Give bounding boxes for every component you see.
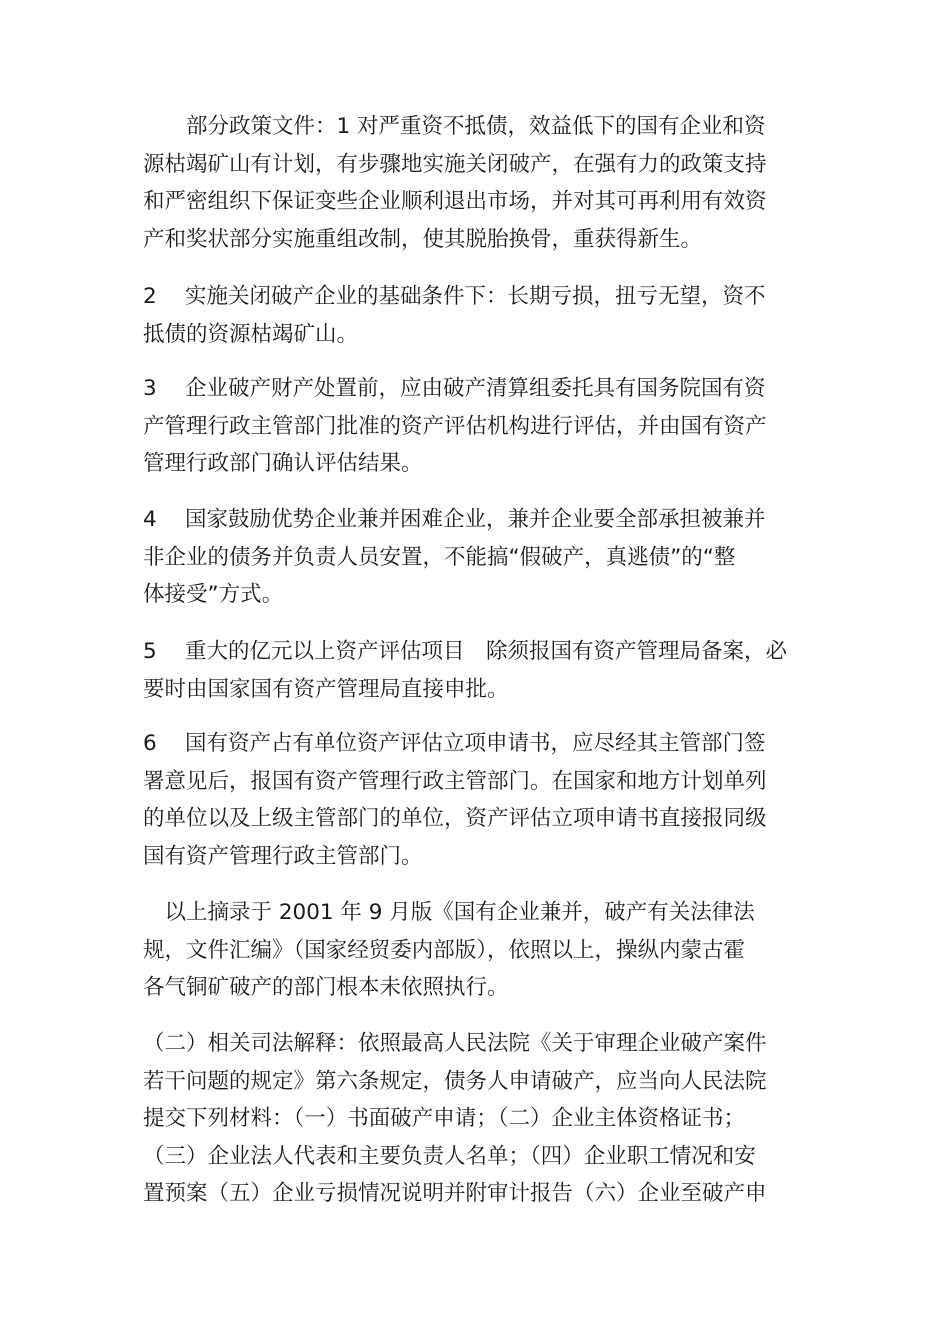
text-line: 国有资产管理行政主管部门。	[143, 843, 423, 869]
text-line: （三）企业法人代表和主要负责人名单；（四）企业职工情况和安	[143, 1143, 756, 1169]
paragraph-policy-intro	[143, 108, 813, 258]
text-line: 产管理行政主管部门批准的资产评估机构进行评估，并由国有资产	[143, 413, 767, 439]
paragraph-item-4	[143, 501, 813, 614]
text-line: 体接受”方式。	[143, 582, 284, 607]
text-line: 规，文件汇编》（国家经贸委内部版），依照以上，操纵内蒙古霍	[143, 937, 746, 963]
paragraph-item-2	[143, 278, 813, 353]
paragraph-item-6	[143, 725, 813, 875]
text-line: 源枯竭矿山有计划，有步骤地实施关闭破产，在强有力的政策支持	[143, 151, 767, 177]
paragraph-excerpt-note	[143, 894, 813, 1007]
text-line: 5 重大的亿元以上资产评估项目 除须报国有资产管理局备案，必	[143, 639, 788, 664]
text-line: 和严密组织下保证变些企业顺利退出市场，并对其可再利用有效资	[143, 189, 767, 214]
text-line: 2 实施关闭破产企业的基础条件下：长期亏损，扭亏无望，资不	[143, 284, 766, 309]
text-line: 各气铜矿破产的部门根本未依照执行。	[143, 975, 509, 1000]
text-line: 非企业的债务并负责人员安置，不能搞“假破产，真逃债”的“整	[143, 544, 736, 570]
text-line: 要时由国家国有资产管理局直接申批。	[143, 676, 509, 702]
paragraph-item-5	[143, 633, 813, 708]
paragraph-judicial-interpretation	[143, 1025, 813, 1213]
text-line: 若干问题的规定》第六条规定，债务人申请破产，应当向人民法院	[143, 1068, 767, 1094]
paragraph-item-3	[143, 370, 813, 483]
text-line: 以上摘录于 2001 年 9 月版《国有企业兼并，破产有关法律法	[143, 900, 755, 925]
text-line: 署意见后，报国有资产管理行政主管部门。在国家和地方计划单列	[143, 768, 767, 794]
text-line: 4 国家鼓励优势企业兼并困难企业，兼并企业要全部承担被兼并	[143, 507, 766, 532]
text-line: 抵债的资源枯竭矿山。	[143, 321, 359, 347]
text-line: 产和奖状部分实施重组改制，使其脱胎换骨，重获得新生。	[143, 226, 703, 252]
text-line: （二）相关司法解释：依照最高人民法院《关于审理企业破产案件	[143, 1031, 767, 1056]
text-line: 部分政策文件：1 对严重资不抵债，效益低下的国有企业和资	[143, 114, 766, 139]
text-line: 3 企业破产财产处置前，应由破产清算组委托具有国务院国有资	[143, 376, 766, 401]
text-line: 6 国有资产占有单位资产评估立项申请书，应尽经其主管部门签	[143, 731, 766, 756]
text-line: 管理行政部门确认评估结果。	[143, 451, 423, 476]
text-line: 置预案（五）企业亏损情况说明并附审计报告（六）企业至破产申	[143, 1181, 767, 1206]
text-line: 提交下列材料：（一）书面破产申请；（二）企业主体资格证书；	[143, 1106, 746, 1131]
text-line: 的单位以及上级主管部门的单位，资产评估立项申请书直接报同级	[143, 806, 767, 831]
